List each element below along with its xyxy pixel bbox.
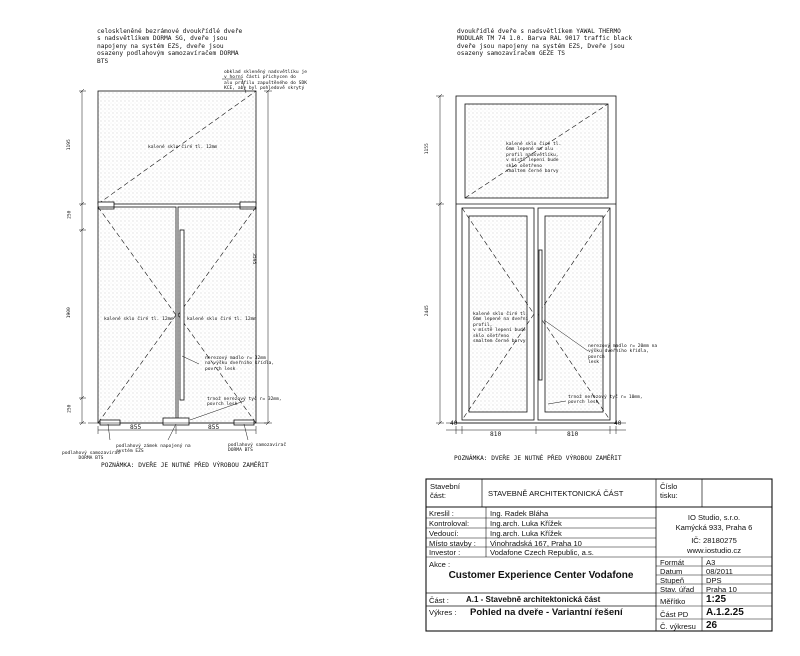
- left-dim-855a: 855: [130, 424, 142, 431]
- tb-formát-value: A3: [706, 558, 716, 567]
- left-leaf-right: [178, 207, 256, 423]
- right-dim-810a: 810: [490, 431, 502, 438]
- left-door-drawing: [79, 79, 272, 440]
- left-closer-right-note: podlahový samozavírač DORMA BTS: [228, 443, 287, 454]
- tb-company-web: www.iostudio.cz: [686, 546, 742, 555]
- right-dim-810b: 810: [567, 431, 579, 438]
- left-leaf-left-label: kalené sklo čiré tl. 12mm: [104, 317, 174, 322]
- right-handle-note: nerezový madlo r= 20mm na výšku dveřního křídla, povrch lesk: [588, 344, 658, 366]
- right-tube-note: trnož nerezový tyč r= 10mm, povrch lesk: [568, 395, 643, 406]
- left-dim-1900: 1900: [66, 307, 72, 319]
- right-dim-1155: 1155: [424, 143, 430, 155]
- tb-cast-value: A.1 - Stavebně architektonická část: [466, 595, 601, 604]
- tb-vedouci-value: Ing.arch. Luka Křížek: [490, 529, 562, 538]
- left-dim-3595: 3595: [251, 253, 257, 265]
- tb-c-vykresu-value: 26: [706, 620, 718, 631]
- right-transom-glass-label: kalené sklo čiré tl. 6mm lepené na alu profil nadsvětlíku, v místě lepení bude sklo ošetřeno smaltem černé barvy: [506, 142, 562, 175]
- left-door-description: celoskleněné bezrámové dvoukřídlé dveře s nadsvětlíkem DORMA SG, dveře jsou napojeny na systém EZS, dveře jsou osazeny podlahovým samozavíračem DORMA BTS: [97, 28, 243, 65]
- tb-cislo-tisku-label: Číslo tisku:: [660, 482, 678, 500]
- left-dim-250a: 250: [67, 210, 73, 219]
- tb-stav-urad-label: Stav. úřad: [660, 585, 695, 594]
- left-tube-note: trnož nerezový tyč r= 32mm, povrch lesk: [207, 397, 282, 408]
- tb-vedouci-label: Vedoucí:: [429, 529, 459, 538]
- left-dim-1195: 1195: [66, 139, 72, 151]
- left-lock-note: podlahový zámek napojený na systém EZS: [116, 444, 191, 455]
- tb-stavebni-cast-label: Stavební část:: [430, 482, 460, 500]
- right-dim-2445: 2445: [424, 305, 430, 317]
- right-remark: POZNÁMKA: DVEŘE JE NUTNÉ PŘED VÝROBOU ZAMĚŘIT: [454, 455, 622, 462]
- tb-vykres-label: Výkres :: [429, 608, 457, 617]
- left-transom-glass-label: kalené sklo čiré tl. 12mm: [148, 145, 218, 150]
- tb-datum-value: 08/2011: [706, 567, 733, 576]
- tb-company-ic: IČ: 28180275: [691, 536, 737, 545]
- tb-kontroloval-label: Kontroloval:: [429, 519, 470, 528]
- right-leaf-right-glass: [545, 216, 603, 412]
- tb-formát-label: Formát: [660, 558, 685, 567]
- right-door-description: dvoukřídlé dveře s nadsvětlíkem YAWAL THERMO MODULAR TM 74 1.0. Barva RAL 9017 traffic black dveře jsou napojeny na systém EZS, Dveře jsou osazeny samozavíračem GEZE TS: [457, 28, 633, 58]
- left-leaf-right-label: kalené sklo čiré tl. 12mm: [187, 317, 257, 322]
- tb-vykres-value: Pohled na dveře - Variantní řešení: [470, 607, 623, 618]
- tb-company-address: Kamýcká 933, Praha 6: [675, 523, 753, 532]
- right-dim-40b: 40: [614, 420, 622, 427]
- tb-stavebni-cast-value: STAVEBNĚ ARCHITEKTONICKÁ ČÁST: [488, 489, 624, 498]
- tb-stupen-value: DPS: [706, 576, 722, 585]
- tb-misto-label: Místo stavby :: [429, 539, 476, 548]
- tb-akce-label: Akce :: [429, 560, 451, 569]
- tb-cast-label: Část :: [429, 596, 449, 605]
- tb-akce-value: Customer Experience Center Vodafone: [448, 570, 634, 581]
- left-remark: POZNÁMKA: DVEŘE JE NUTNÉ PŘED VÝROBOU ZAMĚŘIT: [101, 462, 269, 469]
- tb-company-name: IO Studio, s.r.o.: [687, 513, 741, 522]
- tb-kreslil-label: Kreslil :: [429, 509, 454, 518]
- tb-kreslil-value: Ing. Radek Bláha: [490, 509, 549, 518]
- tb-cast-pd-label: Část PD: [660, 610, 689, 619]
- right-dim-40a: 40: [450, 420, 458, 427]
- tb-investor-label: Investor :: [429, 548, 461, 557]
- left-dim-855b: 855: [208, 424, 220, 431]
- tb-kontroloval-value: Ing.arch. Luka Křížek: [490, 519, 562, 528]
- tb-meritko-value: 1:25: [706, 594, 727, 605]
- left-closer-left-note: podlahový samozavírač DORMA BTS: [61, 451, 121, 462]
- left-transom-note: obklad skleněný nadsvětlíku je v horní části přichycen do alu profilu zapuštěného do SDK KCE, aby byl pohledově skrytý: [224, 70, 307, 92]
- tb-meritko-label: Měřítko: [660, 597, 686, 606]
- left-leaf-left: [98, 207, 176, 423]
- tb-misto-value: Vinohradská 167, Praha 10: [490, 539, 582, 548]
- tb-c-vykresu-label: Č. výkresu: [660, 622, 696, 631]
- left-dim-250b: 250: [67, 404, 73, 413]
- tb-cast-pd-value: A.1.2.25: [706, 607, 744, 618]
- tb-stav-urad-value: Praha 10: [706, 585, 737, 594]
- left-handle-bar: [180, 230, 184, 400]
- tb-datum-label: Datum: [660, 567, 683, 576]
- left-handle-note: nerezový madlo r= 32mm na výšku dveřního křídla, povrch lesk: [205, 356, 275, 372]
- tb-stupen-label: Stupeň: [660, 576, 685, 585]
- tb-investor-value: Vodafone Czech Republic, a.s.: [490, 548, 594, 557]
- right-leaf-left-label: kalené sklo čiré tl. 6mm lepené na dveřní profil, v místě lepení bude sklo ošetřeno smaltem černé barvy: [473, 312, 529, 345]
